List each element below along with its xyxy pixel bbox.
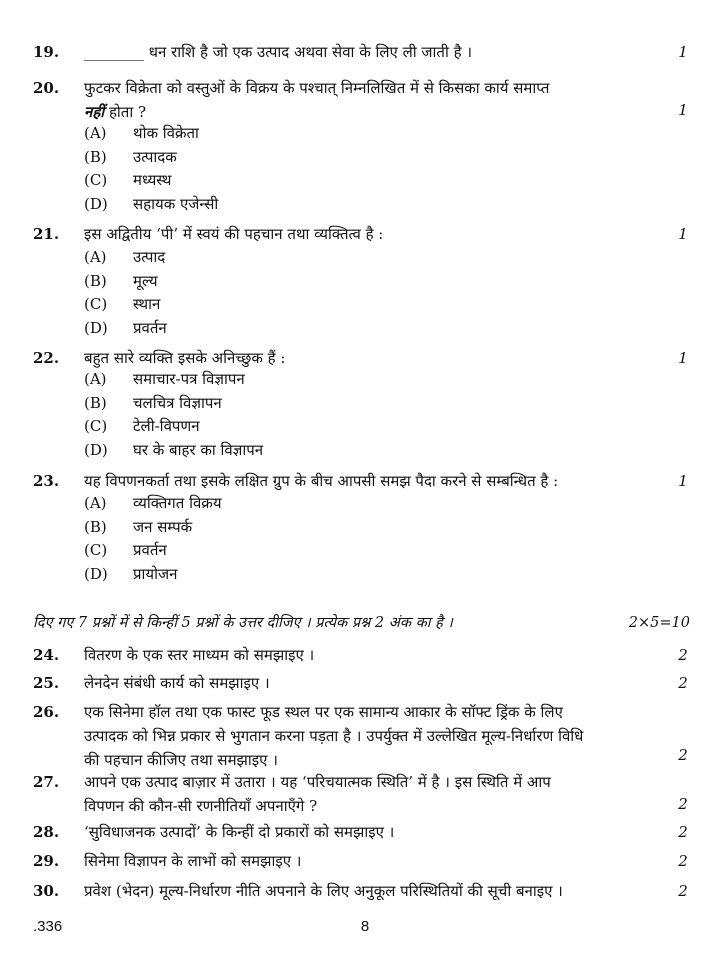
question-number: 19. [33,43,60,61]
page-number: 8 [360,918,370,935]
options-list [84,492,644,586]
option-letter: (D) [84,564,108,583]
option-letter: (B) [84,393,107,412]
option-letter: (C) [84,417,108,435]
option-c [84,539,644,563]
question-text-line: विपणन की कौन-सी रणनीतियाँ अपनाएँगे ? [84,797,318,815]
question-marks: 2 [678,795,688,813]
option-letter: (C) [84,295,108,313]
question-text [84,76,656,124]
question-marks: 2 [678,823,688,841]
option-text: प्रवर्तन [133,541,167,559]
section-marks: 2×5=10 [628,615,690,631]
option-d [84,317,644,341]
question-text-line: फुटकर विक्रेता को वस्तुओं के विक्रय के पश्चात् निम्नलिखित में से किसका कार्य समाप्त [84,79,550,97]
question-text [84,346,656,370]
question-marks: 2 [678,882,688,900]
option-letter: (C) [84,541,108,559]
question-text [84,671,656,695]
option-text: समाचार-पत्र विज्ञापन [133,370,245,388]
option-text: घर के बाहर का विज्ञापन [133,440,264,459]
section-instruction-text: दिए गए 7 प्रश्नों में से किन्हीं 5 प्रश्नों के उत्तर दीजिए । प्रत्येक प्रश्न 2 अंक का है । [33,615,453,631]
option-text: प्रवर्तन [133,318,167,337]
option-letter: (B) [84,517,107,536]
option-d [84,193,644,217]
option-letter: (D) [84,318,108,337]
option-letter: (A) [84,248,107,266]
option-b [84,516,644,540]
question-marks: 2 [678,852,688,870]
options-list [84,122,644,216]
question-text [84,700,656,772]
option-text: टेली-विपणन [133,417,200,435]
question-number: 21. [33,225,60,243]
question-text-line: उत्पादक को भिन्न प्रकार से भुगतान करना पड़ता है । उपर्युक्त में उल्लेखित मूल्य-निर्धारण विधि [84,727,584,745]
option-letter: (B) [84,271,107,290]
question-text-line: ‘सुविधाजनक उत्पादों’ के किन्हीं दो प्रकारों को समझाइए । [84,823,395,841]
paper-code: .336 [33,918,63,935]
option-b [84,392,644,416]
question-marks: 1 [678,349,688,367]
question-marks: 2 [678,746,688,764]
option-text: स्थान [133,295,161,313]
question-marks: 2 [678,674,688,692]
options-list [84,246,644,340]
question-number: 30. [33,882,60,900]
question-marks: 1 [678,101,688,119]
option-c [84,293,644,317]
option-d [84,439,644,463]
question-marks: 2 [678,646,688,664]
option-text: थोक विक्रेता [133,124,199,142]
question-number: 27. [33,773,60,791]
question-text-line: लेनदेन संबंधी कार्य को समझाइए । [84,674,270,692]
option-text: चलचित्र विज्ञापन [133,393,222,412]
option-c [84,415,644,439]
question-text-line: वितरण के एक स्तर माध्यम को समझाइए । [84,646,315,664]
question-number: 26. [33,703,60,721]
question-text-line: सिनेमा विज्ञापन के लाभों को समझाइए । [84,852,302,870]
question-number: 28. [33,823,60,841]
option-letter: (B) [84,147,107,166]
question-number: 20. [33,79,60,97]
option-text: उत्पाद [133,248,166,266]
option-text: मूल्य [133,271,158,290]
question-text-line: एक सिनेमा हॉल तथा एक फास्ट फूड स्थल पर एक सामान्य आकार के सॉफ्ट ड्रिंक के लिए [84,703,563,721]
question-number: 29. [33,852,60,870]
option-b [84,270,644,294]
option-text: जन सम्पर्क [133,517,193,536]
option-letter: (D) [84,194,108,213]
option-letter: (A) [84,494,107,512]
question-text [84,770,656,818]
option-letter: (C) [84,171,108,189]
question-text-line: प्रवेश (भेदन) मूल्य-निर्धारण नीति अपनाने के लिए अनुकूल परिस्थितियों की सूची बनाइए । [84,882,563,900]
option-letter: (A) [84,124,107,142]
question-number: 23. [33,472,60,490]
option-letter: (D) [84,440,108,459]
option-text: उत्पादक [133,147,177,166]
section-instruction [33,612,693,634]
question-marks: 1 [678,225,688,243]
option-a [84,122,644,146]
option-a [84,492,644,516]
option-text: प्रायोजन [133,564,178,583]
question-number: 22. [33,349,60,367]
question-text [84,40,656,64]
options-list [84,368,644,462]
option-text: व्यक्तिगत विक्रय [133,494,222,512]
question-marks: 1 [678,472,688,490]
question-text [84,879,656,903]
option-c [84,169,644,193]
question-text-line: की पहचान कीजिए तथा समझाइए । [84,751,278,769]
question-text-line: बहुत सारे व्यक्ति इसके अनिच्छुक हैं : [84,349,286,367]
option-a [84,246,644,270]
question-text [84,643,656,667]
question-text-line: नहीं होता ? [84,103,147,121]
option-text: सहायक एजेन्सी [133,194,219,213]
question-number: 25. [33,674,60,692]
question-number: 24. [33,646,60,664]
question-text [84,222,656,246]
question-text [84,820,656,844]
option-letter: (A) [84,370,107,388]
question-text [84,469,656,493]
option-d [84,563,644,587]
question-text [84,849,656,873]
question-marks: 1 [678,43,688,61]
question-text-line: इस अद्वितीय ‘पी’ में स्वयं की पहचान तथा व्यक्तित्व है : [84,225,384,243]
question-text-line: आपने एक उत्पाद बाज़ार में उतारा । यह ‘परिचयात्मक स्थिति’ में है । इस स्थिति में आप [84,773,551,791]
option-a [84,368,644,392]
option-text: मध्यस्थ [133,171,172,189]
question-text-line: यह विपणनकर्ता तथा इसके लक्षित ग्रुप के बीच आपसी समझ पैदा करने से सम्बन्धित है : [84,472,559,490]
option-b [84,146,644,170]
question-text-line: ________ धन राशि है जो एक उत्पाद अथवा सेवा के लिए ली जाती है । [84,43,473,61]
